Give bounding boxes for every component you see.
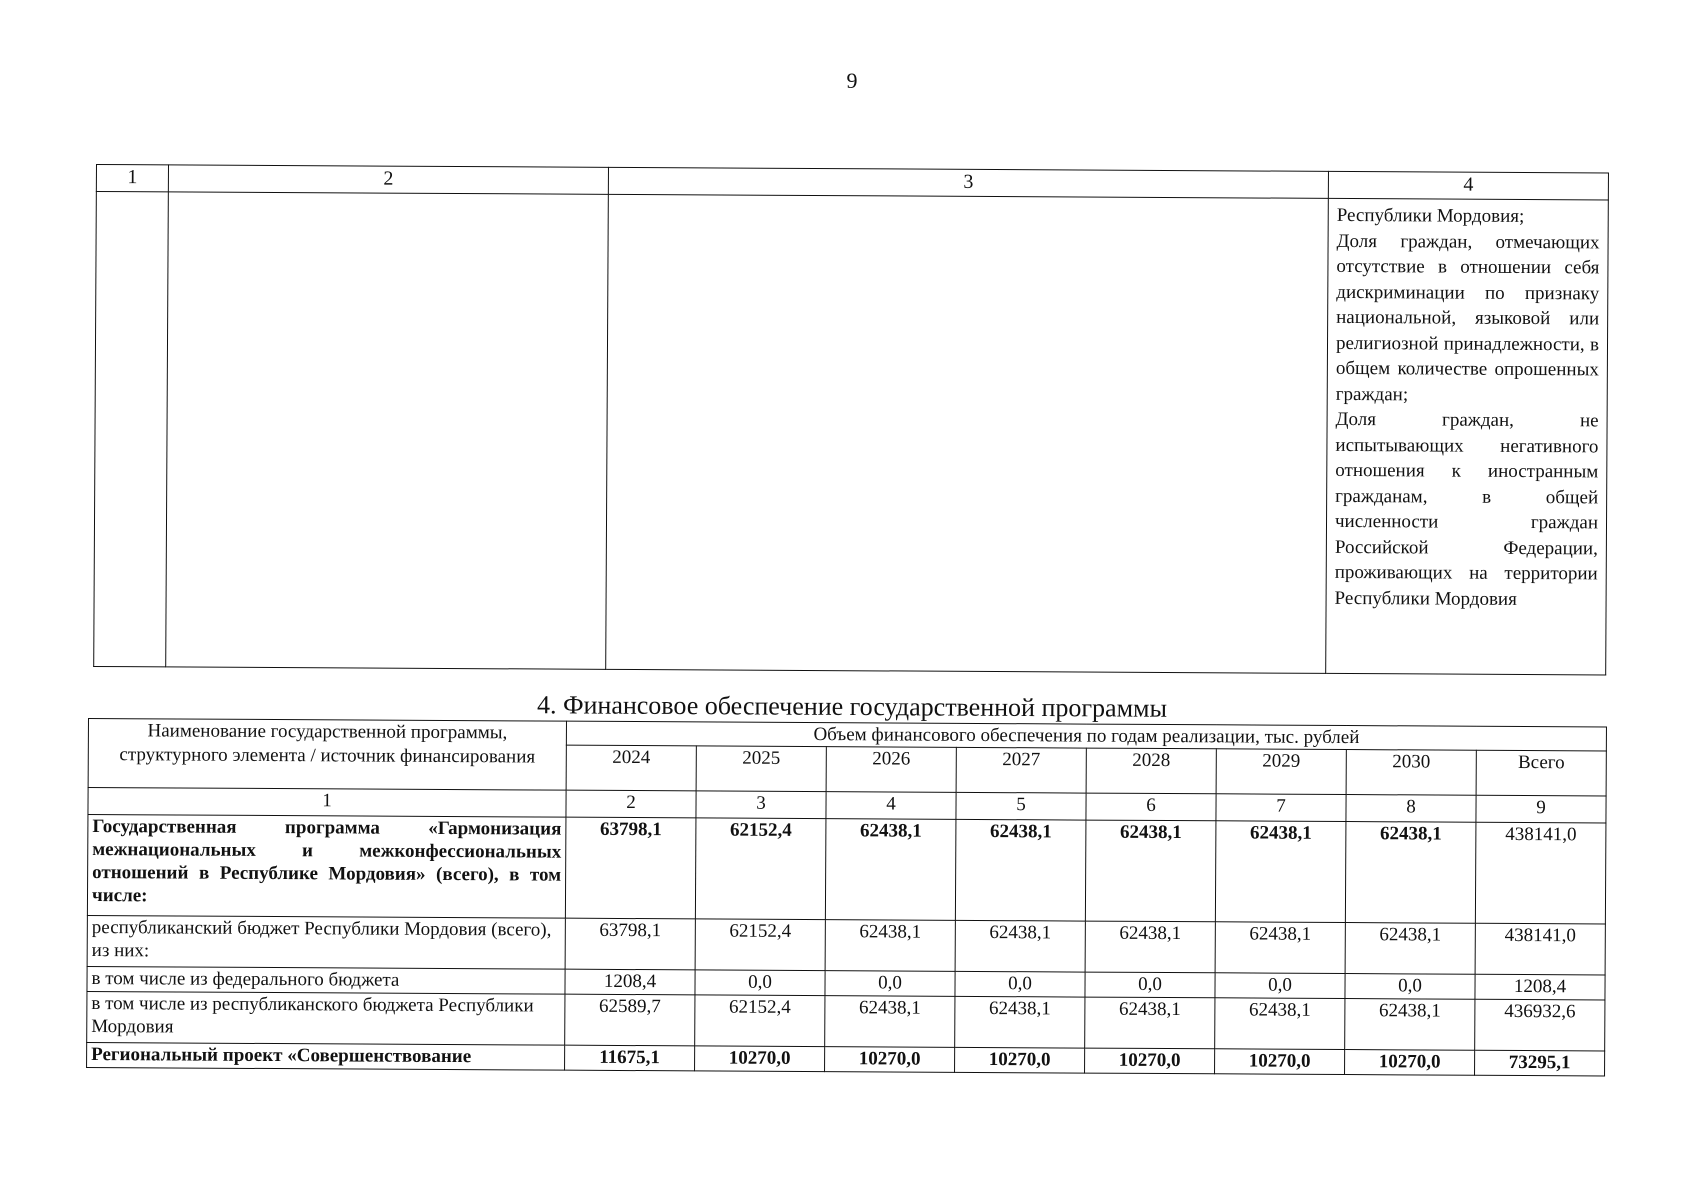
value-cell: 11675,1 [565, 1045, 695, 1071]
value-cell: 0,0 [955, 971, 1085, 997]
value-cell: 62438,1 [1085, 997, 1215, 1049]
column-index: 3 [696, 791, 826, 819]
indicator-paragraph: Республики Мордовия; [1336, 204, 1525, 227]
value-cell: 1208,4 [565, 969, 695, 995]
value-cell: 10270,0 [1345, 1050, 1475, 1076]
header-cell-4: 4 [1328, 171, 1608, 200]
total-cell: 438141,0 [1475, 923, 1605, 975]
value-cell: 63798,1 [565, 918, 695, 970]
column-index: 6 [1086, 793, 1216, 821]
indicator-paragraph: Доля граждан, не испытывающих негативного отношения к иностранным гражданам, в общей численности граждан Российской Федерации, проживающих на территории Республики Мордовия [1334, 408, 1599, 610]
header-cell-2: 2 [168, 165, 608, 194]
value-cell: 10270,0 [955, 1047, 1085, 1073]
value-cell: 62152,4 [695, 919, 825, 971]
section-title: 4. Финансовое обеспечение государственной программы [536, 690, 1168, 723]
column-index: 4 [826, 792, 956, 820]
empty-cell-2 [166, 192, 609, 669]
year-header: 2027 [956, 747, 1086, 793]
column-index: 8 [1346, 795, 1476, 823]
total-cell: 1208,4 [1475, 974, 1605, 1000]
row-name: Региональный проект «Совершенствование [87, 1042, 565, 1070]
year-header: 2028 [1086, 748, 1216, 794]
indicators-table-row [94, 192, 1609, 675]
value-cell: 62438,1 [1215, 922, 1345, 974]
value-cell: 62589,7 [565, 994, 695, 1046]
year-header: 2029 [1216, 749, 1346, 795]
volume-group-header: Объем финансового обеспечения по годам реализации, тыс. рублей [566, 721, 1606, 751]
column-index: 1 [88, 788, 566, 818]
indicator-paragraph: Доля граждан, отмечающих отсутствие в отношении себя дискриминации по признаку национальной, языковой или религиозной принадлежности, в общем количестве опрошенных граждан; [1335, 230, 1600, 405]
name-column-header: Наименование государственной программы, структурного элемента / источник финансирования [88, 719, 566, 791]
value-cell: 62438,1 [1215, 998, 1345, 1050]
value-cell: 62438,1 [825, 920, 955, 972]
indicators-table [93, 164, 1609, 675]
year-header: 2030 [1346, 750, 1476, 796]
page-number: 9 [846, 68, 858, 93]
value-cell: 62438,1 [1085, 820, 1216, 922]
year-header: 2025 [696, 746, 826, 792]
total-cell: 436932,6 [1475, 999, 1605, 1051]
total-cell: 438141,0 [1475, 822, 1606, 924]
value-cell: 62152,4 [695, 995, 825, 1047]
value-cell: 62438,1 [955, 920, 1085, 972]
column-index: 7 [1216, 794, 1346, 822]
table-row-program-total [87, 815, 1606, 924]
value-cell: 62438,1 [955, 819, 1086, 921]
value-cell: 62438,1 [1215, 821, 1346, 923]
total-header: Всего [1476, 750, 1606, 796]
row-name: в том числе из федерального бюджета [87, 966, 565, 994]
value-cell: 62438,1 [955, 996, 1085, 1048]
header-cell-3: 3 [608, 167, 1328, 198]
financing-table [86, 718, 1607, 1076]
value-cell: 63798,1 [565, 817, 696, 919]
value-cell: 10270,0 [825, 1047, 955, 1073]
empty-cell-1 [94, 192, 169, 667]
value-cell: 0,0 [825, 971, 955, 997]
value-cell: 10270,0 [1085, 1048, 1215, 1074]
header-cell-1: 1 [96, 165, 168, 192]
value-cell: 10270,0 [1215, 1049, 1345, 1075]
value-cell: 62438,1 [825, 819, 956, 921]
value-cell: 10270,0 [695, 1046, 825, 1072]
column-index: 5 [956, 792, 1086, 820]
value-cell: 62438,1 [1345, 923, 1475, 975]
column-index: 2 [566, 790, 696, 818]
table-row-republic-budget [87, 915, 1605, 974]
row-name: в том числе из республиканского бюджета Республики Мордовия [87, 991, 565, 1045]
value-cell: 0,0 [1345, 974, 1475, 1000]
value-cell: 62438,1 [825, 996, 955, 1048]
value-cell: 62438,1 [1085, 921, 1215, 973]
column-index: 9 [1476, 795, 1606, 823]
value-cell: 0,0 [1215, 973, 1345, 999]
empty-cell-3 [606, 194, 1329, 673]
year-header: 2026 [826, 747, 956, 793]
value-cell: 62152,4 [695, 818, 826, 920]
value-cell: 0,0 [695, 970, 825, 996]
value-cell: 62438,1 [1345, 999, 1475, 1051]
table-row-republic-own-budget [87, 991, 1605, 1050]
row-name: республиканский бюджет Республики Мордовия (всего), из них: [87, 915, 565, 969]
row-name: Государственная программа «Гармонизация межнациональных и межконфессиональных отношений в Республике Мордовия» (всего), в том числе: [87, 815, 566, 919]
indicators-text-cell [1326, 198, 1609, 675]
value-cell: 62438,1 [1345, 822, 1476, 924]
value-cell: 0,0 [1085, 972, 1215, 998]
total-cell: 73295,1 [1475, 1050, 1605, 1076]
year-header: 2024 [566, 745, 696, 791]
